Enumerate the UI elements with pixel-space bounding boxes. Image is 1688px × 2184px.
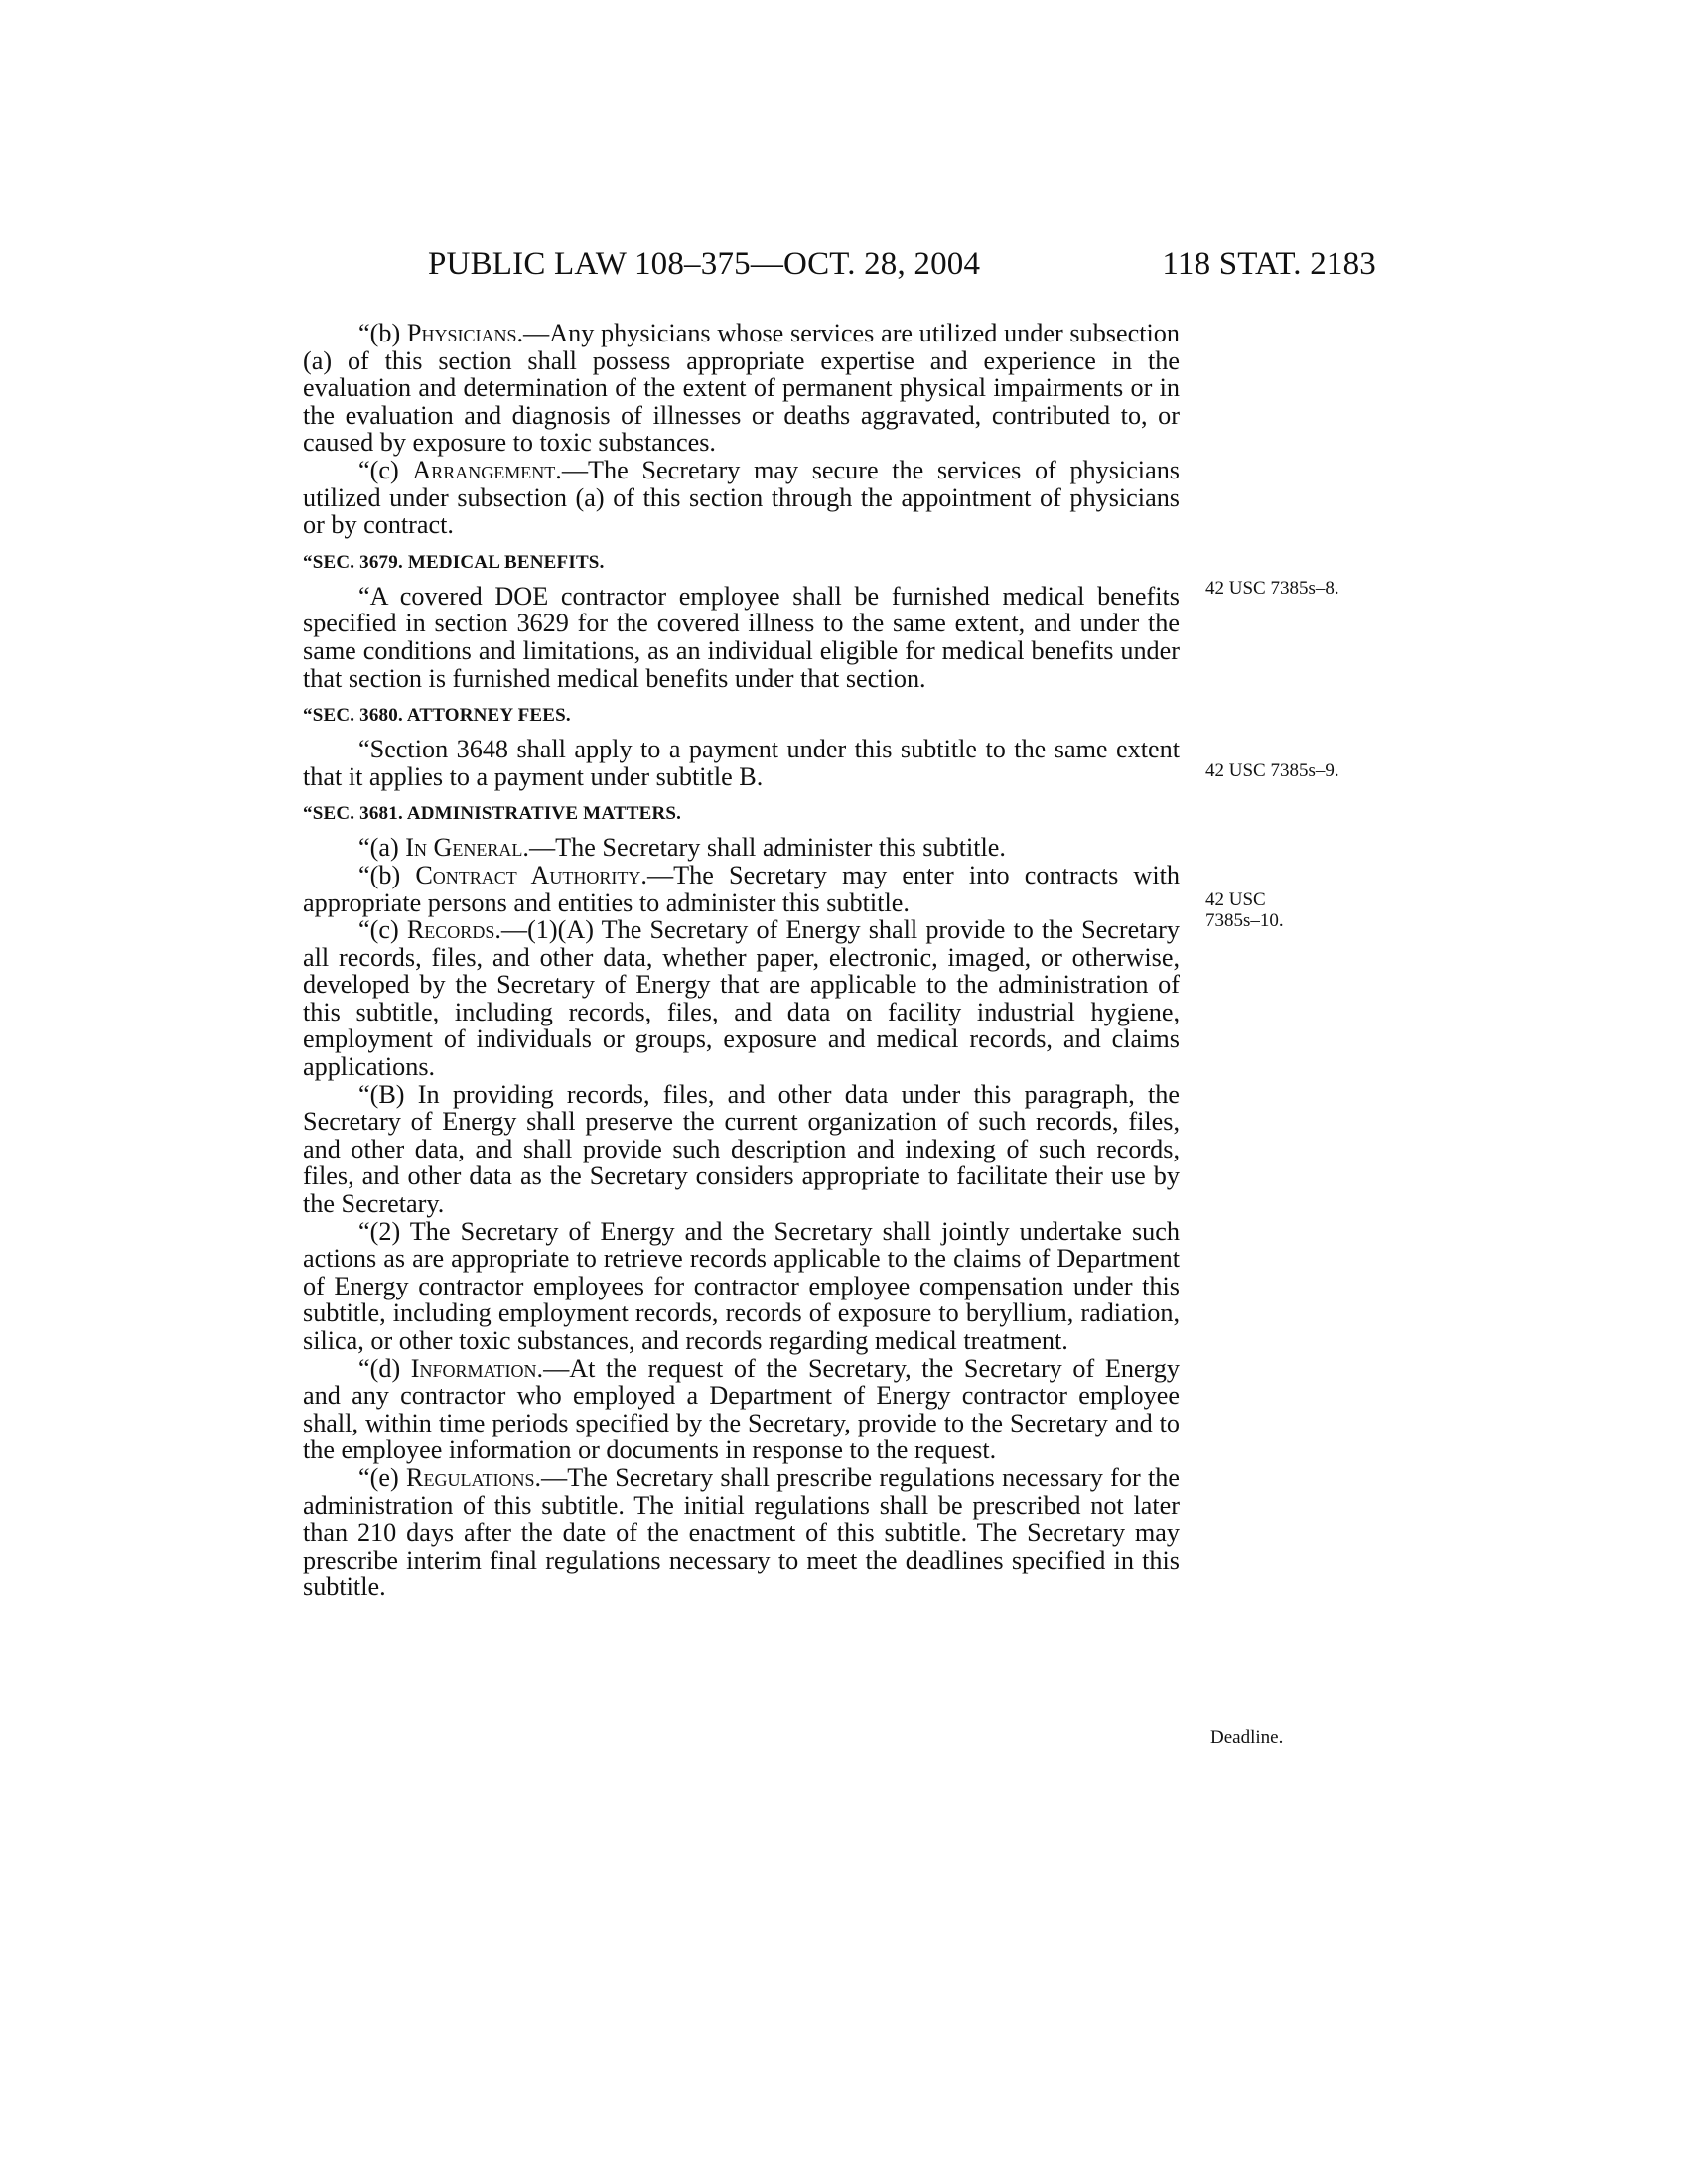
- subsection-c-arrangement: [303, 457, 1180, 539]
- subsection-c-lead: “(c): [358, 455, 413, 484]
- subsection-c-records: [303, 916, 1180, 1081]
- subsection-c-text: .—The Secretary may secure the services of physicians utilized under subsection (a) of this section through the appointment of physicians or by contract.: [303, 455, 1180, 540]
- subsection-a-in-general: [303, 834, 1180, 862]
- stat-page-number: 118 STAT. 2183: [1162, 246, 1376, 282]
- margin-note-3679: 42 USC 7385s–8.: [1205, 578, 1339, 599]
- section-3680-text: “Section 3648 shall apply to a payment under this subtitle to the same extent that it applies to a payment under subtitle B.: [303, 735, 1180, 791]
- section-3680-heading: “SEC. 3680. ATTORNEY FEES.: [303, 705, 571, 727]
- subsection-b-physicians: [303, 320, 1180, 457]
- subsection-b2-text: .—The Secretary may enter into contracts with appropriate persons and entities to administer this subtitle.: [303, 860, 1180, 917]
- subsection-c2-text: .—(1)(A) The Secretary of Energy shall provide to the Secretary all records, files, and other data, whether paper, electronic, imaged, or otherwise, developed by the Secretary of Energy that are applicable to the administration of this subtitle, including records, files, and data on facility industrial hygiene, employment of individuals or groups, exposure and medical records, and claims applications.: [303, 915, 1180, 1082]
- subsection-b-caption: Physicians: [406, 319, 517, 347]
- section-3681-heading: “SEC. 3681. ADMINISTRATIVE MATTERS.: [303, 803, 682, 825]
- subsection-d-lead: “(d): [358, 1353, 411, 1383]
- subsection-b2-lead: “(b): [358, 860, 416, 889]
- page-header: [428, 244, 1376, 284]
- subsection-a-caption: In General: [405, 833, 523, 863]
- section-3679-heading: “SEC. 3679. MEDICAL BENEFITS.: [303, 551, 605, 573]
- subsection-a-text: .—The Secretary shall administer this subtitle.: [522, 833, 1006, 863]
- subsection-c2-lead: “(c): [358, 915, 407, 945]
- subparagraph-b-records: “(B) In providing records, files, and other data under this paragraph, the Secretary of Energy shall preserve the current organization of such records, files, and other data, and shall provide such description and indexing of such records, files, and other data as the Secretary considers appropriate to facilitate their use by the Secretary.: [303, 1079, 1180, 1219]
- subsection-d-caption: Information: [410, 1353, 537, 1383]
- margin-note-3681-line1: 42 USC: [1205, 889, 1266, 910]
- main-text-column: [303, 320, 1180, 1601]
- margin-note-3680: 42 USC 7385s–9.: [1205, 760, 1339, 781]
- subsection-d-information: [303, 1355, 1180, 1464]
- running-title: PUBLIC LAW 108–375—OCT. 28, 2004: [428, 246, 981, 282]
- subsection-b-contract-authority: [303, 862, 1180, 916]
- margin-note-3681-line2: 7385s–10.: [1205, 910, 1284, 931]
- subsection-b-lead: “(b): [358, 319, 407, 347]
- subsection-c2-caption: Records: [406, 915, 495, 945]
- margin-note-deadline: Deadline.: [1210, 1727, 1284, 1748]
- subsection-e-lead: “(e): [358, 1462, 406, 1492]
- subsection-d-text: .—At the request of the Secretary, the Secretary of Energy and any contractor who employed a Department of Energy contractor employee shall, within time periods specified by the Secretary, provide to the Secretary and to the employee information or documents in response to the request.: [303, 1353, 1180, 1465]
- subsection-e-regulations: [303, 1464, 1180, 1601]
- subsection-b-text: .—Any physicians whose services are utilized under subsection (a) of this section shall possess appropriate expertise and experience in the evaluation and determination of the extent of permanent physical impairments or in the evaluation and diagnosis of illnesses or deaths aggravated, contributed to, or caused by exposure to toxic substances.: [303, 319, 1180, 458]
- paragraph-2-records: “(2) The Secretary of Energy and the Secretary shall jointly undertake such actions as are appropriate to retrieve records applicable to the claims of Department of Energy contractor employees for contractor employee compensation under this subtitle, including employment records, records of exposure to beryllium, radiation, silica, or other toxic substances, and records regarding medical treatment.: [303, 1216, 1180, 1355]
- subsection-b2-caption: Contract Authority: [415, 860, 641, 889]
- subsection-a-lead: “(a): [358, 833, 406, 863]
- section-3679-text: “A covered DOE contractor employee shall be furnished medical benefits specified in section 3629 for the covered illness to the same extent, and under the same conditions and limitations, as an individual eligible for medical benefits under that section is furnished medical benefits under that section.: [303, 581, 1180, 693]
- subsection-c-caption: Arrangement: [412, 455, 556, 484]
- subsection-e-text: .—The Secretary shall prescribe regulations necessary for the administration of this subtitle. The initial regulations shall be prescribed not later than 210 days after the date of the enactment of this subtitle. The Secretary may prescribe interim final regulations necessary to meet the deadlines specified in this subtitle.: [303, 1462, 1180, 1602]
- subsection-e-caption: Regulations: [406, 1462, 535, 1492]
